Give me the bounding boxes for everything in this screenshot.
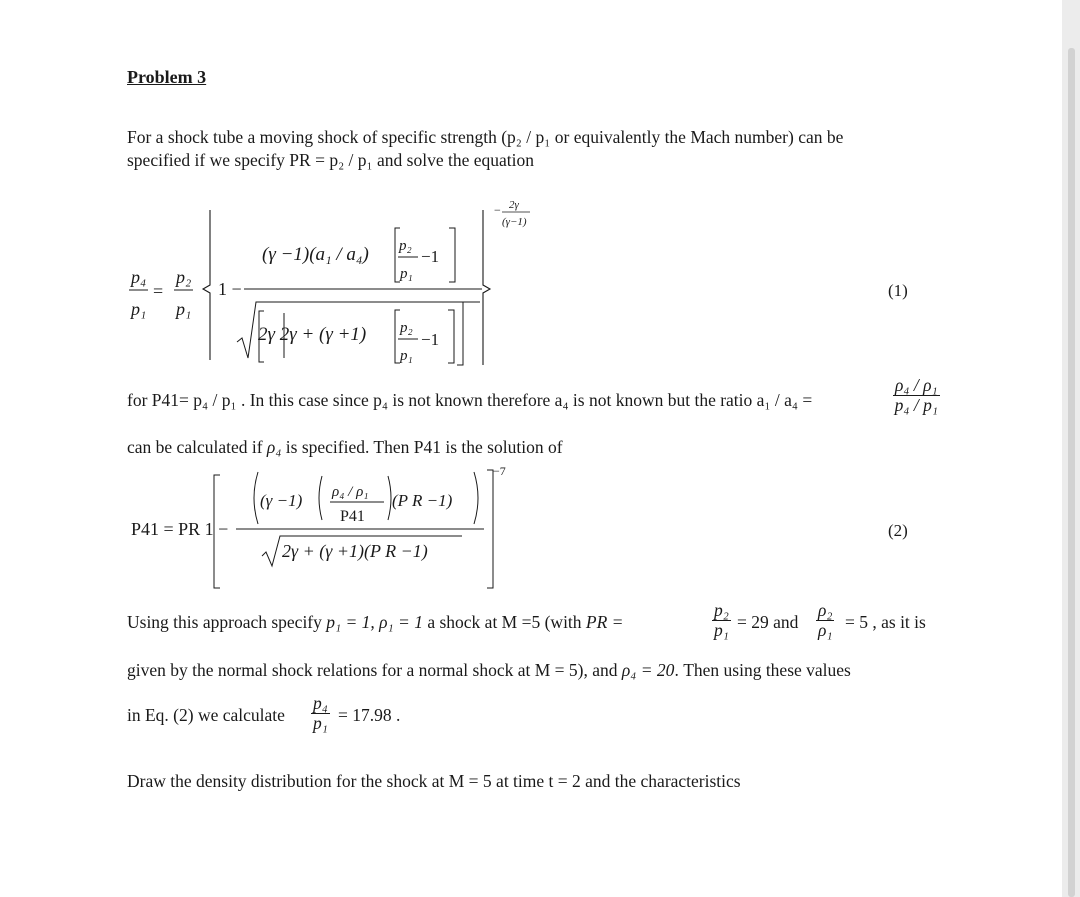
- eq1-exp-minus: −: [494, 203, 501, 217]
- eq1-sqrt-inner: 2γ 2γ + (γ +1): [258, 324, 367, 345]
- para3-l1b: p₁ = 1, ρ₁ = 1: [326, 612, 423, 632]
- eq2-exponent: −7: [493, 464, 506, 478]
- problem-title: Problem 3: [127, 67, 207, 87]
- eq2-den: 2γ + (γ +1)(P R −1): [282, 541, 428, 561]
- svg-text:=: =: [153, 281, 164, 301]
- eq1-number: (1): [888, 281, 908, 300]
- final-instruction: Draw the density distribution for the shock at M = 5 at time t = 2 and the characteristics: [127, 771, 741, 791]
- eq1-sqrt-ratio-num: p₂: [400, 320, 413, 336]
- para2-ratio-den: p₄ / p₁: [894, 395, 938, 416]
- para3-line-1: [127, 612, 624, 632]
- para2-line-2a: can be calculated if: [127, 437, 263, 457]
- para3-pr-frac: [712, 601, 731, 641]
- para2-line-1: for P41= p₄ / p₁ . In this case since p₄ is not known therefore a₄ is not known but the ratio a₁ / a₄ =: [127, 390, 813, 410]
- scrollbar-thumb[interactable]: [1068, 48, 1075, 897]
- para3-l2c: . Then using these values: [674, 660, 851, 680]
- eq1-inner-num: (γ −1)(a₁ / a₄): [262, 244, 369, 265]
- para3-l1c: a shock at M =5 (with: [427, 612, 582, 632]
- eq2-term1: (γ −1): [260, 491, 303, 510]
- eq2-rho-num: ρ₄ / ρ₁: [332, 484, 369, 500]
- eq1-rhs-num: p₂: [176, 267, 192, 287]
- eq2-term2: (P R −1): [392, 491, 453, 510]
- eq1-minus-one: −1: [421, 247, 440, 266]
- eq1-one-minus: 1 −: [218, 279, 242, 299]
- para3-line-2: [127, 660, 851, 680]
- para2-line-2b: is specified. Then P41 is the solution of: [285, 437, 563, 457]
- eq2-rho-den: P41: [340, 508, 365, 525]
- para2-rho4: ρ₄: [266, 437, 282, 457]
- eq1-ratio-den: p₁: [400, 266, 413, 282]
- intro-line-2: specified if we specify PR = p₂ / p₁ and solve the equation: [127, 150, 534, 170]
- para3-result-frac: [311, 694, 330, 734]
- para3-l1e: = 29 and: [737, 612, 799, 632]
- eq1-exp-num: 2γ: [509, 199, 519, 211]
- para3-rho-frac: [816, 601, 834, 641]
- eq1-lhs-den: p₁: [131, 299, 147, 319]
- para3-l1d: PR =: [585, 612, 624, 632]
- eq1-ratio-num: p₂: [399, 238, 412, 254]
- eq2-number: (2): [888, 521, 908, 540]
- para3-rho-num: ρ₂: [818, 600, 833, 620]
- para3-l1f: = 5 , as it is: [845, 612, 926, 632]
- eq1-rhs-den: p₁: [176, 299, 192, 319]
- para3-l3a: in Eq. (2) we calculate: [127, 705, 285, 725]
- para3-res-num: p₄: [313, 693, 328, 713]
- para3-l3b: = 17.98 .: [338, 705, 401, 725]
- para3-pr-den: p₁: [714, 620, 729, 641]
- scrollbar[interactable]: [1062, 0, 1080, 897]
- para2-ratio-num: ρ₄ / ρ₁: [895, 375, 938, 395]
- para3-l1a: Using this approach specify: [127, 612, 322, 632]
- eq1-lhs-num: p₄: [131, 267, 147, 287]
- para3-rho-den: ρ₁: [818, 620, 833, 641]
- para3-pr-num: p₂: [714, 600, 729, 620]
- para3-l2b: ρ₄ = 20: [621, 660, 675, 680]
- para3-res-den: p₁: [313, 713, 328, 734]
- eq1-sqrt-minus-one: −1: [421, 330, 440, 349]
- para3-l2a: given by the normal shock relations for a normal shock at M = 5), and: [127, 660, 618, 680]
- eq2-lhs: P41 = PR 1 −: [131, 519, 229, 539]
- eq1-exp-den: (γ−1): [502, 216, 527, 228]
- intro-line-1: For a shock tube a moving shock of specific strength (p₂ / p₁ or equivalently the Mach number) can be: [127, 127, 844, 147]
- eq1-sqrt-ratio-den: p₁: [400, 348, 413, 364]
